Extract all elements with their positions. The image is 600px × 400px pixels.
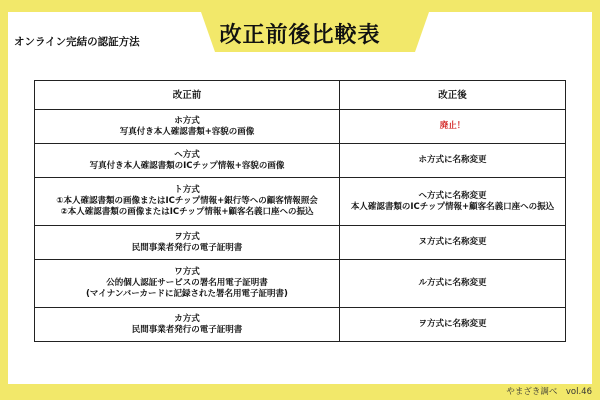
method-name: ト方式 <box>174 185 200 195</box>
table-row <box>35 308 566 342</box>
cell-before <box>35 308 340 342</box>
change-note: 廃止！ <box>439 121 466 131</box>
cell-after <box>340 110 566 144</box>
cell-before <box>35 260 340 308</box>
change-note: へ方式に名称変更 <box>418 190 487 201</box>
method-name: ワ方式 <box>174 267 200 277</box>
table-row <box>35 226 566 260</box>
table-row <box>35 178 566 226</box>
table-row <box>35 260 566 308</box>
table-row <box>35 110 566 144</box>
cell-before <box>35 110 340 144</box>
method-name: カ方式 <box>174 313 200 324</box>
cell-before <box>35 178 340 226</box>
method-name: ヲ方式 <box>174 231 200 242</box>
method-name: へ方式 <box>174 149 200 160</box>
top-stripe <box>0 0 600 12</box>
table-row <box>35 144 566 178</box>
change-note: ル方式に名称変更 <box>418 278 487 288</box>
method-name: ホ方式 <box>174 115 200 126</box>
table-header-row <box>35 81 566 110</box>
method-description: 民間事業者発行の電子証明書 <box>131 242 243 253</box>
method-description: 民間事業者発行の電子証明書 <box>131 324 243 335</box>
method-description: 写真付き本人確認書類のICチップ情報+容貌の画像 <box>89 160 285 171</box>
footer-note: やまざき調べ vol.46 <box>506 387 592 397</box>
table-body <box>35 110 566 342</box>
cell-after <box>340 260 566 308</box>
cell-after <box>340 144 566 178</box>
cell-before <box>35 226 340 260</box>
change-note: ヲ方式に名称変更 <box>418 319 487 329</box>
change-description: 本人確認書類のICチップ情報+顧客名義口座への振込 <box>350 201 555 212</box>
cell-before <box>35 144 340 178</box>
page-subtitle: オンライン完結の認証方法 <box>14 36 140 48</box>
method-description: ①本人確認書類の画像またはICチップ情報+銀行等への顧客情報照会 <box>56 196 318 206</box>
method-description: (マイナンバーカードに記録された署名用電子証明書) <box>86 289 288 299</box>
cell-after <box>340 178 566 226</box>
change-note: ホ方式に名称変更 <box>418 155 487 165</box>
cell-after <box>340 226 566 260</box>
column-header-after: 改正後 <box>340 81 566 110</box>
method-description: 公的個人認証サービスの署名用電子証明書 <box>106 278 268 288</box>
cell-after <box>340 308 566 342</box>
comparison-table <box>34 80 566 342</box>
method-description: ②本人確認書類の画像またはICチップ情報+顧客名義口座への振込 <box>60 207 314 217</box>
column-header-before: 改正前 <box>35 81 340 110</box>
page-title: 改正前後比較表 <box>219 23 381 48</box>
change-note: ヌ方式に名称変更 <box>418 237 487 247</box>
method-description: 写真付き本人確認書類+容貌の画像 <box>119 126 255 137</box>
